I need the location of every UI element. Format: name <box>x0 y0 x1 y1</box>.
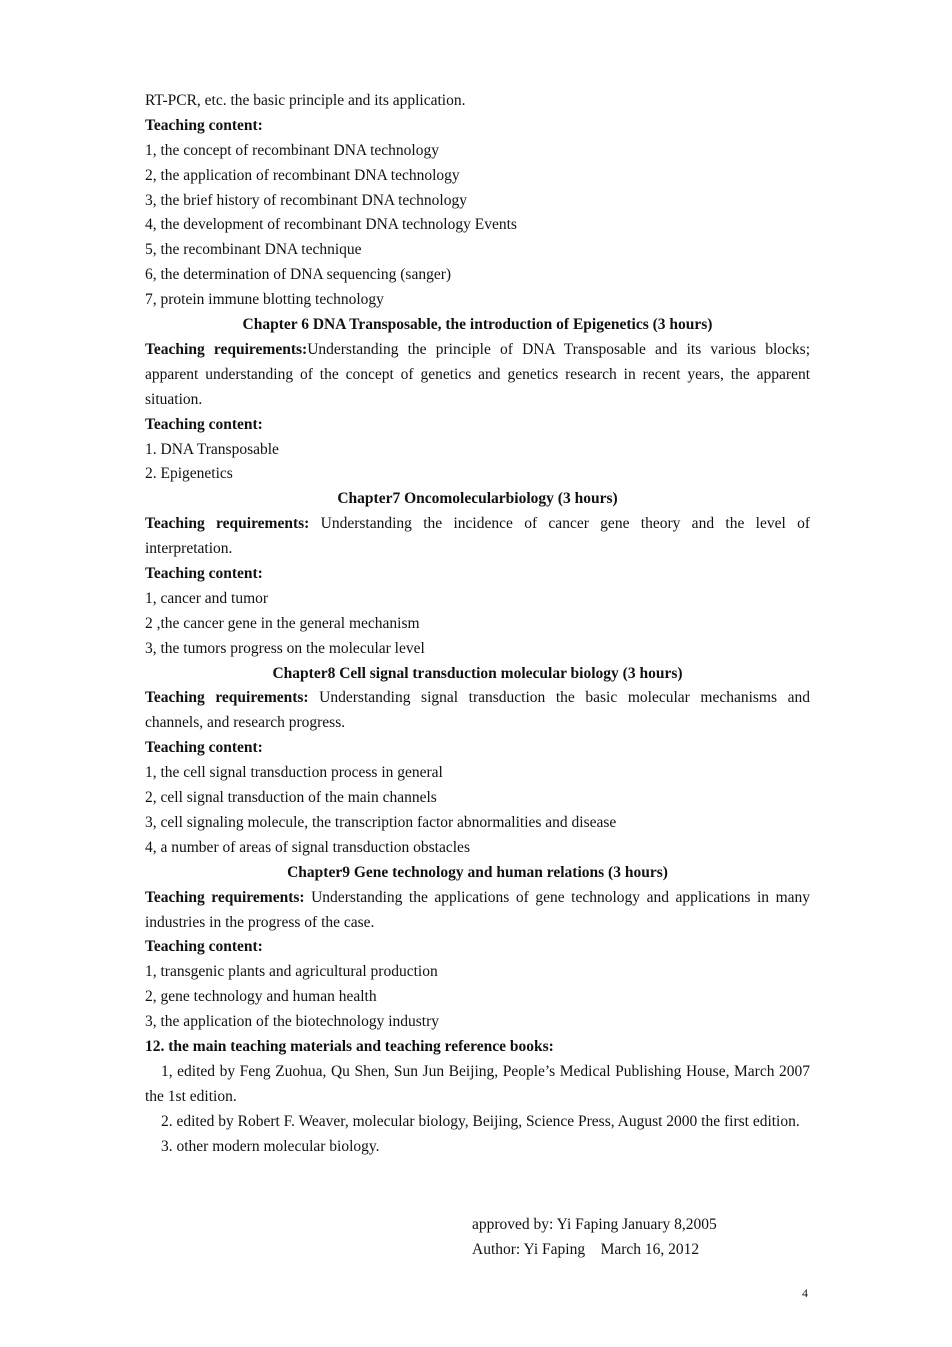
list-item: 4, the development of recombinant DNA technology Events <box>145 216 517 234</box>
list-item: 2. Epigenetics <box>145 465 233 483</box>
chapter-7-heading: Chapter7 Oncomolecularbiology (3 hours) <box>337 490 618 508</box>
requirements-label: Teaching requirements: <box>145 689 309 707</box>
ch8-requirements <box>145 686 810 736</box>
list-item: 3, the brief history of recombinant DNA technology <box>145 191 467 209</box>
approved-by: approved by: Yi Faping January 8,2005 <box>472 1216 717 1233</box>
list-item: 2, gene technology and human health <box>145 988 377 1006</box>
materials-heading: 12. the main teaching materials and teaching reference books: <box>145 1037 554 1055</box>
chapter-6-heading: Chapter 6 DNA Transposable, the introduction of Epigenetics (3 hours) <box>242 316 713 334</box>
ch6-content-label: Teaching content: <box>145 415 263 433</box>
list-item: 2 ,the cancer gene in the general mechanism <box>145 614 420 632</box>
reference-item: 2. edited by Robert F. Weaver, molecular biology, Beijing, Science Press, August 2000 the first edition. <box>161 1112 800 1130</box>
list-item: 1, transgenic plants and agricultural production <box>145 963 438 981</box>
ch8-content-label: Teaching content: <box>145 739 263 757</box>
ch9-content-label: Teaching content: <box>145 938 263 956</box>
list-item: 1, the concept of recombinant DNA technology <box>145 141 439 159</box>
list-item: 1. DNA Transposable <box>145 440 279 458</box>
list-item: 3, the tumors progress on the molecular level <box>145 639 425 657</box>
reference-item: 1, edited by Feng Zuohua, Qu Shen, Sun Jun Beijing, People’s Medical Publishing House, March 2007 the 1st edition. <box>145 1062 810 1105</box>
requirements-text: Understanding the principle of DNA Transposable and its various blocks; apparent understanding of the concept of genetics and genetics research in recent years, the apparent situation. <box>145 340 810 408</box>
ch5-content-label: Teaching content: <box>145 116 263 134</box>
chapter-8-heading: Chapter8 Cell signal transduction molecular biology (3 hours) <box>272 664 683 682</box>
list-item: 6, the determination of DNA sequencing (sanger) <box>145 266 452 284</box>
author-line: Author: Yi Faping March 16, 2012 <box>472 1240 700 1258</box>
list-item: 5, the recombinant DNA technique <box>145 241 362 259</box>
list-item: 2, the application of recombinant DNA technology <box>145 166 460 184</box>
requirements-text: Understanding signal transduction the basic molecular mechanisms and channels, and research progress. <box>145 689 810 732</box>
list-item: 4, a number of areas of signal transduction obstacles <box>145 838 470 856</box>
ch7-content-label: Teaching content: <box>145 565 263 582</box>
intro-line: RT-PCR, etc. the basic principle and its application. <box>145 92 466 109</box>
chapter-9-heading: Chapter9 Gene technology and human relations (3 hours) <box>287 863 668 881</box>
list-item: 7, protein immune blotting technology <box>145 291 384 309</box>
list-item: 3, cell signaling molecule, the transcription factor abnormalities and disease <box>145 813 617 831</box>
ch9-requirements <box>145 886 810 936</box>
ch7-requirements <box>145 512 810 562</box>
requirements-label: Teaching requirements: <box>145 888 305 906</box>
requirements-label: Teaching requirements: <box>145 340 308 358</box>
requirements-text: Understanding the incidence of cancer gene theory and the level of interpretation. <box>145 515 811 558</box>
list-item: 3, the application of the biotechnology industry <box>145 1013 440 1031</box>
reference-item: 3. other modern molecular biology. <box>161 1137 380 1155</box>
requirements-text: Understanding the applications of gene technology and applications in many industries in the progress of the case. <box>145 888 811 931</box>
list-item: 2, cell signal transduction of the main channels <box>145 789 437 807</box>
list-item: 1, cancer and tumor <box>145 589 269 607</box>
document-body <box>145 89 810 1160</box>
approval-block <box>472 1213 717 1263</box>
page-number: 4 <box>802 1286 808 1300</box>
ch6-requirements <box>145 338 810 413</box>
list-item: 1, the cell signal transduction process in general <box>145 764 443 782</box>
requirements-label: Teaching requirements: <box>145 515 310 533</box>
